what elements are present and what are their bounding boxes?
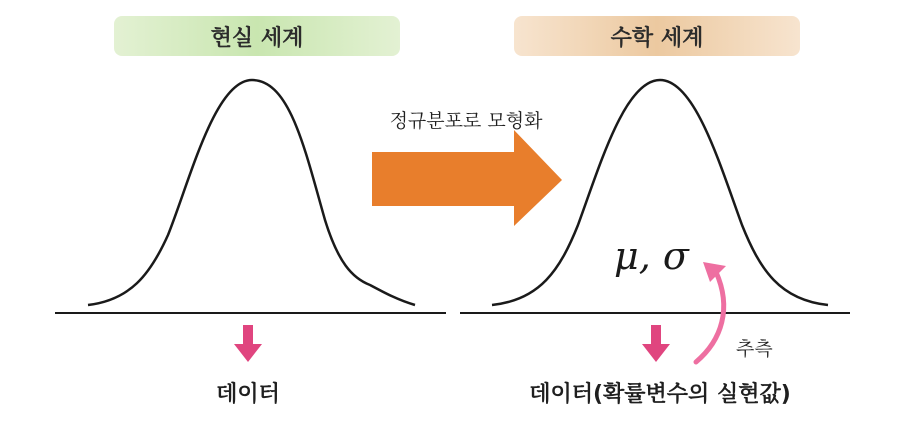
modeling-arrow [372,130,562,226]
math-world-down-arrow [642,325,670,362]
real-world-title: 현실 세계 [210,25,304,51]
inference-arrowhead [703,262,726,282]
real-world-caption: 데이터 [216,382,280,407]
inference-label: 추측 [736,338,773,360]
math-world-caption: 데이터(확률변수의 실현값) [529,382,791,407]
inference-arrow [696,272,724,362]
distribution-params: μ, σ [614,234,689,278]
real-world-down-arrow [234,325,262,362]
transform-label: 정규분포로 모형화 [389,110,543,132]
math-world-title: 수학 세계 [610,25,704,51]
